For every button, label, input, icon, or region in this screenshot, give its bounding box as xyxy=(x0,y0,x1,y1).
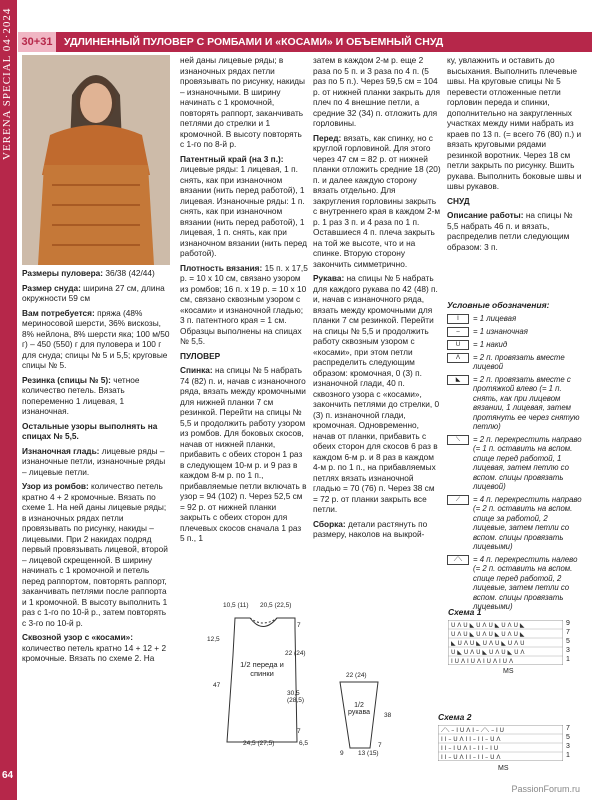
model-photo xyxy=(22,55,170,265)
svg-text:U Λ U ◣ U Λ U ◣ U Λ U ◣: U Λ U ◣ U Λ U ◣ U Λ U ◣ xyxy=(451,622,525,629)
svg-text:I I – U Λ I I – I I – U Λ: I I – U Λ I I – I I – U Λ xyxy=(441,736,501,743)
cross-right-2-icon: ⟍ xyxy=(447,435,469,445)
column-1 xyxy=(22,268,172,668)
rapport-label: MS xyxy=(503,668,514,675)
cable-left-4-icon: ⟋⟍ xyxy=(447,555,469,565)
legend-item: ⟍ = 2 п. перекрестить направо (= 1 п. оставить на вспом. спице перед работой, 1 лицевая, затем петлю со вспом. спицы провязать лицевой) xyxy=(447,435,582,492)
row-number: 1 xyxy=(566,752,570,759)
yarn-over-icon: U xyxy=(447,340,469,350)
paragraph: ней даны лицевые ряды; в изнаночных рядах петли провязывать по рисунку, накиды – изнаночными. В ширину начинать с 1 кромочной, повторять раппорт, заканчивать петлями до стрелки и 1 кромочной. В высоту повторять с 1-го по 8-й р. xyxy=(180,55,305,149)
ssk-icon: ◣ xyxy=(447,375,469,385)
paragraph: Патентный край (на 3 п.): лицевые ряды: 1 лицевая, 1 п. снять, как при изнаночном вязании (нить перед работой), 1 лицевая. Изнаночные ряды: 1 п. снять, как при изнаночном вязании (нить перед работой), 1 лицевая, 1 п. снять, как при изнаночном вязании (нить перед работой). xyxy=(180,153,307,258)
dim: 47 xyxy=(213,682,221,689)
article-number: 30+31 xyxy=(18,32,56,52)
dim: 12,5 xyxy=(207,636,220,643)
legend-item: I = 1 лицевая xyxy=(447,314,582,324)
dim: 9 xyxy=(340,750,344,757)
legend-item: ◣ = 2 п. провязать вместе с протяжкой влево (= 1 п. снять, как при лицевом вязании, 1 лицевая, затем протянуть ее через снятую петлю) xyxy=(447,375,582,432)
paragraph: Перед: вязать, как спинку, но с круглой горловиной. Для этого через 47 см = 82 р. от нижней планки отложить средние 18 (20) п. и далее каждую сторону вязать отдельно. Для закругления горловины закрыть с внутреннего края в каждом 2-м р. 1 раз 3 п. и 4 раза по 1 п. Оставшиеся 4 п. плеча закрыть на той же высоте, что и на спинке. Вторую сторону закончить симметрично. xyxy=(313,132,441,269)
dim: 13 (15) xyxy=(358,750,379,757)
legend-item: – = 1 изнаночная xyxy=(447,327,582,337)
column-4 xyxy=(447,55,582,256)
dim: 38 xyxy=(384,712,392,719)
paragraph: Изнаночная гладь: лицевые ряды – изнаночные петли, изнаночные ряды – лицевые петли. xyxy=(22,445,166,477)
paragraph: Остальные узоры выполнять на спицах № 5,5. xyxy=(22,420,158,441)
row-number: 7 xyxy=(566,725,570,732)
dim: 7 xyxy=(297,622,301,629)
article-header xyxy=(18,32,592,52)
pattern-sleeve xyxy=(330,670,430,760)
svg-text:◣ U Λ U ◣ U Λ U ◣ U Λ U: ◣ U Λ U ◣ U Λ U ◣ U Λ U xyxy=(451,640,525,647)
paragraph: Размеры пуловера: 36/38 (42/44) xyxy=(22,268,155,278)
paragraph: Рукава: на спицы № 5 набрать для каждого рукава по 42 (48) п. и, начав с изнаночного ряда, вязать между кромочными для планки 7 см резинкой. Перейти на спицы № 5,5 и продолжить работу сквозным узором с «косами», при этом петли распределить следующим образом: кромочная, 0 (3) п. изнаночной глади, 40 п. сквозного узора с «косами», закончить петлями до стрелки, 0 (3) п. изнаночной глади, кромочная. Одновременно, начав от планки, прибавить с обеих сторон для скосов 6 раз в каждом 6-м р. и 8 раз в каждом 4-м р. по 1 п., на прибавляемых петлях вязать изнаночной гладью = 70 (76) п. Через 38 см = 72 р. от планки закрыть все петли. xyxy=(313,273,440,514)
row-number: 3 xyxy=(566,647,570,654)
legend xyxy=(447,296,582,615)
legend-item: U = 1 накид xyxy=(447,340,582,350)
paragraph: Спинка: на спицы № 5 набрать 74 (82) п. и, начав с изнаночного ряда, вязать между кромочными для нижней планки 7 см резинкой. Перейти на спицы № 5,5 и продолжить работу узором из ромбов. Для боковых скосов, начав от нижней планки, прибавить с обеих сторон 1 раз в следующем 10-м р. и 9 раз в каждом 8-м р. по 1 п., прибавляемые петли включать в узор = 94 (102) п. Через 52,5 см = 92 р. от нижней планки закрыть с обеих сторон для плечевых скосов сначала 1 раз 5 п., 1 xyxy=(180,365,307,543)
paragraph: Резинка (спицы № 5): четное количество петель. Вязать попеременно 1 лицевая, 1 изнаночная. xyxy=(22,374,140,416)
column-3 xyxy=(313,55,441,544)
legend-item: Λ = 2 п. провязать вместе лицевой xyxy=(447,353,582,372)
row-number: 1 xyxy=(566,656,570,663)
row-number: 7 xyxy=(566,629,570,636)
paragraph: СНУД xyxy=(447,195,470,206)
schema-1-title: Схема 1 xyxy=(448,607,482,617)
rapport-label: MS xyxy=(498,765,509,772)
legend-title: Условные обозначения: xyxy=(447,300,550,310)
svg-text:I I – U Λ I I – I I – U Λ: I I – U Λ I I – I I – U Λ xyxy=(441,754,501,761)
paragraph: затем в каждом 2-м р. еще 2 раза по 5 п. и 3 раза по 4 п. (5 раз по 5 п.). Через 59,5 см = 104 р. от нижней планки закрыть для плеч по 4 внешние петли, а средние 32 (34) п. отложить для горловины. xyxy=(313,55,440,128)
legend-item: ⟋⟍ = 4 п. перекрестить налево (= 2 п. оставить на вспом. спице перед работой, 2 лицевые, затем петли со вспом. спицы провязать лицевыми) xyxy=(447,555,582,612)
paragraph: Сквозной узор с «косами»: количество петель кратно 14 + 12 + 2 кромочные. Вязать по схеме 2. На xyxy=(22,632,167,663)
paragraph: Плотность вязания: 15 п. х 17,5 р. = 10 х 10 см, связано узором из ромбов; 16 п. х 19 р. = 10 х 10 см, связано сквозным узором с «косами» и изнаночной гладью; 3 п. патентного края = 1 см. Образцы выполнены на спицах № 5,5. xyxy=(180,262,308,346)
column-2 xyxy=(180,55,308,548)
cable-right-4-icon: ⟋ xyxy=(447,495,469,505)
dim: 7 xyxy=(297,728,301,735)
legend-item: ⟋ = 4 п. перекрестить направо (= 2 п. оставить на вспом. спице за работой, 2 лицевые, затем петли со вспом. спицы провязать лицевыми) xyxy=(447,495,582,552)
row-number: 5 xyxy=(566,638,570,645)
dim: 22 (24) xyxy=(285,650,306,657)
sidebar xyxy=(0,0,17,800)
dim: 24,5 (27,5) xyxy=(243,740,275,747)
dim: 30,5 (28,5) xyxy=(287,690,304,704)
paragraph: Вам потребуется: пряжа (48% мериносовой шерсти, 36% вискозы, 8% нейлона, 8% шерсти яка; 100 м/50 г) – 450 (550) г для пуловера и 100 г для снуда; спицы № 5 и 5,5; круговые спицы № 5. xyxy=(22,307,170,370)
row-number: 9 xyxy=(566,620,570,627)
paragraph: ПУЛОВЕР xyxy=(180,350,221,361)
svg-text:I U Λ I U Λ I U Λ I U Λ: I U Λ I U Λ I U Λ I U Λ xyxy=(451,658,514,665)
page-number: 64 xyxy=(2,770,14,781)
paragraph: Описание работы: на спицы № 5,5 набрать 46 п. и вязать, распределив петли следующим образом: 3 п. xyxy=(447,210,573,252)
row-number: 3 xyxy=(566,743,570,750)
svg-text:U Λ U ◣ U Λ U ◣ U Λ U ◣: U Λ U ◣ U Λ U ◣ U Λ U ◣ xyxy=(451,631,525,638)
magazine-title: VERENA SPECIAL 04·2024 xyxy=(1,8,13,161)
svg-text:I I – I U Λ I – I I – I U: I I – I U Λ I – I I – I U xyxy=(441,745,499,752)
schema-2-title: Схема 2 xyxy=(438,712,472,722)
dim: 10,5 (11) xyxy=(223,602,249,609)
paragraph: ку, увлажнить и оставить до высыхания. Выполнить плечевые швы. На круговые спицы № 5 перевести отложенные петли горловин переда и спинки, дополнительно на закругленных участках между ними набрать из краев по 13 п. (= всего 76 (80) п.) и вязать круговыми рядами резинкой воротник. Через 18 см петли закрыть по рисунку. Вшить рукава. Выполнить боковые швы и швы рукавов. xyxy=(447,55,582,191)
dim: 20,5 (22,5) xyxy=(260,602,292,609)
paragraph: Сборка: детали растянуть по размеру, наколов на выкрой- xyxy=(313,518,428,539)
pattern-sleeve-label: 1/2 рукава xyxy=(348,702,370,716)
k2tog-icon: Λ xyxy=(447,353,469,363)
pattern-front-label: 1/2 переда и спинки xyxy=(240,660,284,678)
pattern-front-back xyxy=(205,600,315,750)
dim: 7 xyxy=(378,742,382,749)
schema-1-chart xyxy=(448,620,578,680)
dim: 6,5 xyxy=(299,740,309,747)
article-title: УДЛИНЕННЫЙ ПУЛОВЕР С РОМБАМИ И «КОСАМИ» И ОБЪЕМНЫЙ СНУД xyxy=(64,36,444,48)
paragraph: Размер снуда: ширина 27 см, длина окружности 59 см xyxy=(22,282,165,303)
knit-symbol-icon: I xyxy=(447,314,469,324)
purl-symbol-icon: – xyxy=(447,327,469,337)
site-watermark: PassionForum.ru xyxy=(511,784,580,794)
dim: 22 (24) xyxy=(346,672,367,679)
svg-text:⟋⟍ – I U Λ I – ⟋⟍ – I U: ⟋⟍ – I U Λ I – ⟋⟍ – I U xyxy=(441,727,505,734)
schema-2-chart xyxy=(438,725,583,775)
svg-text:U ◣ U Λ U ◣ U Λ U ◣ U Λ: U ◣ U Λ U ◣ U Λ U ◣ U Λ xyxy=(451,649,525,656)
row-number: 5 xyxy=(566,734,570,741)
paragraph: Узор из ромбов: количество петель кратно 4 + 2 кромочные. Вязать по схеме 1. На ней даны лицевые ряды; в изнаночных рядах петли провязывать по рисунку, накиды – лицевыми. При 2 накидах подряд первый провязывать лицевой, второй – лицевой скрещенной. В ширину начинать с 1 кромочной и петель перед раппортом, повторять раппорт, заканчивать петлями после раппорта и 1 кромочной. В высоту выполнить 1 раз с 1-го по 10-й р., затем повторять с 3-го по 10-й р. xyxy=(22,481,168,628)
